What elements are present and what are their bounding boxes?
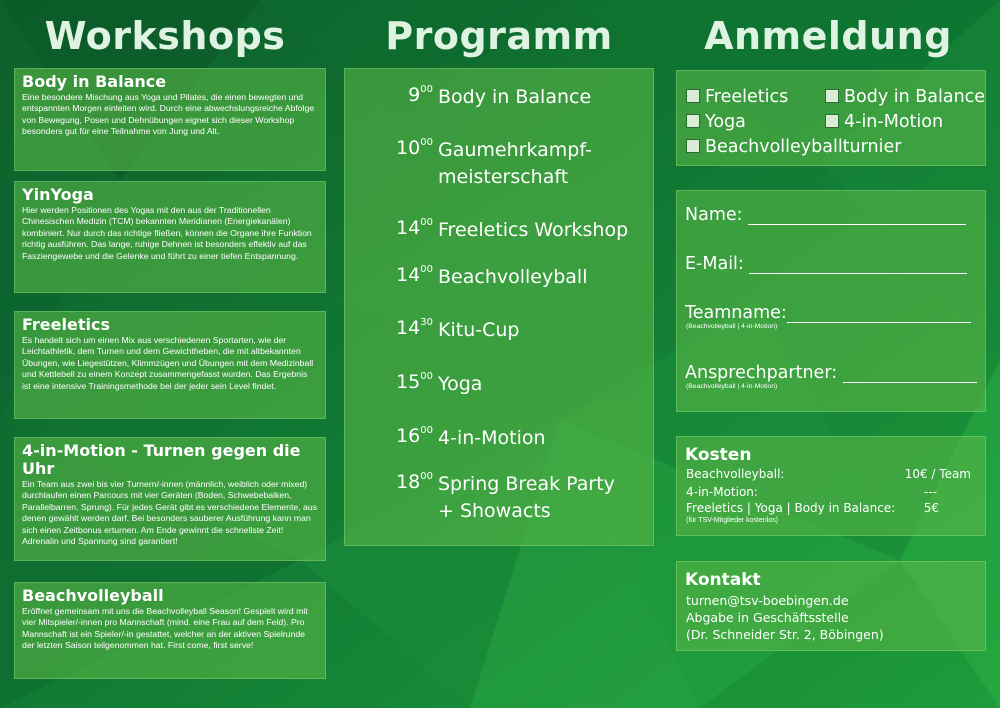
program-label: Kitu-Cup <box>438 319 520 341</box>
program-time: $18^{00}$ <box>396 470 433 493</box>
checkbox-square[interactable] <box>686 139 700 153</box>
kosten-panel <box>676 436 986 536</box>
workshop-description: Eröffnet gemeinsam mit uns die Beachvolleyball Season! Gespielt wird mit vier Mitspieler/-innen pro Mannschaft (mind. eine Frau auf dem Feld). Pro Mannschaft ist ein Spieler/-in gestattet, welcher an der aktiven Spielrunde der letzten Saison teilgenommen hat. First come, first serve! <box>22 606 308 651</box>
ansprechpartner-input-line[interactable] <box>843 365 977 383</box>
kontakt-title: Kontakt <box>685 570 761 590</box>
kontakt-panel <box>676 561 986 651</box>
checkbox-square[interactable] <box>825 114 839 128</box>
anmeldung-checkbox-panel <box>676 70 986 166</box>
checkbox-square[interactable] <box>825 89 839 103</box>
kosten-value: 5€ <box>923 501 939 515</box>
checkbox-4-in-motion[interactable]: 4-in-Motion <box>825 112 943 132</box>
program-label: Beachvolleyball <box>438 266 588 288</box>
program-time: $9^{00}$ <box>408 83 433 106</box>
checkbox-square[interactable] <box>686 89 700 103</box>
program-time: $14^{00}$ <box>396 216 433 239</box>
email-field[interactable]: E-Mail: <box>685 254 967 274</box>
kontakt-line: Abgabe in Geschäftsstelle <box>686 610 849 625</box>
kosten-label: Beachvolleyball: <box>686 467 785 481</box>
teamname-hint: (Beachvolleyball | 4-in-Motion) <box>686 323 778 330</box>
name-input-line[interactable] <box>748 207 966 225</box>
kosten-value: 10€ / Team <box>904 467 971 481</box>
workshops-title: Workshops <box>44 14 286 58</box>
workshop-title: Beachvolleyball <box>22 586 164 605</box>
program-time: $10^{00}$ <box>396 136 433 159</box>
program-label: Freeletics Workshop <box>438 219 629 241</box>
workshop-card-body-in-balance <box>14 68 326 171</box>
workshop-description: Es handelt sich um einen Mix aus verschiedenen Sportarten, wie der Leichtathletik, dem Turnen und dem Gewichtheben, die mit altbekannten Übungen, wie Liegestützen, Klimmzügen und Übungen mit dem Medizinball und Kettlebell zu einem Konzept zusammengefasst wurden. Das Ergebnis ist eine intensive Trainingsmethode bei der jeder sein Level findet. <box>22 335 314 391</box>
kosten-label: 4-in-Motion: <box>686 485 758 499</box>
email-input-line[interactable] <box>749 256 967 274</box>
kontakt-line: (Dr. Schneider Str. 2, Böbingen) <box>686 627 884 642</box>
name-field[interactable]: Name: <box>685 205 966 225</box>
program-time: $16^{00}$ <box>396 424 433 447</box>
program-time: $14^{30}$ <box>396 316 433 339</box>
kosten-title: Kosten <box>685 445 752 465</box>
workshop-title: 4-in-Motion - Turnen gegen die Uhr <box>22 441 301 478</box>
workshop-description: Hier werden Positionen des Yogas mit den aus der Traditionellen Chinesischen Medizin (TCM) bekannten Meridianen (Energiekanälen) kombiniert. Nur durch das richtige fließen, können die Organe ihre Funktion richtig ausführen. Das lange, ruhige Dehnen ist besonders effektiv auf das Fasziengewebe und die Gelenke und führt zu einer tiefen Entspannung. <box>22 205 312 261</box>
programm-title: Programm <box>385 14 613 58</box>
kosten-value: --- <box>924 485 937 499</box>
workshop-card-4-in-motion <box>14 437 326 561</box>
workshop-description: Ein Team aus zwei bis vier Turnern/-innen (männlich, weiblich oder mixed) durchlaufen einen Parcours mit vier Geräten (Boden, Schwebebalken, Parallelbarren, Sprung). Für jedes Gerät gibt es verschiedene Elemente, aus denen gewählt werden darf. Bei besonders sauberer Ausführung kann man sich einen Zeitbonus erturnen. Am Ende gewinnt die schnellste Zeit! Adrenalin und Spannung sind garantiert! <box>22 479 318 547</box>
checkbox-yoga[interactable]: Yoga <box>686 112 746 132</box>
program-time: $14^{00}$ <box>396 263 433 286</box>
workshop-title: Freeletics <box>22 315 110 334</box>
workshop-card-yinyoga <box>14 181 326 293</box>
teamname-field[interactable]: Teamname: <box>685 303 971 323</box>
program-label: Body in Balance <box>438 86 592 108</box>
checkbox-body-in-balance[interactable]: Body in Balance <box>825 87 985 107</box>
workshop-title: YinYoga <box>22 185 94 204</box>
checkbox-freeletics[interactable]: Freeletics <box>686 87 788 107</box>
ansprechpartner-hint: (Beachvolleyball | 4-in-Motion) <box>686 383 778 390</box>
programm-panel <box>344 68 654 546</box>
kontakt-email[interactable]: turnen@tsv-boebingen.de <box>686 593 849 608</box>
program-label: 4-in-Motion <box>438 427 546 449</box>
ansprechpartner-field[interactable]: Ansprechpartner: <box>685 363 977 383</box>
program-label: Gaumehrkampf-meisterschaft <box>438 139 592 188</box>
program-time: $15^{00}$ <box>396 370 433 393</box>
anmeldung-title: Anmeldung <box>704 14 952 58</box>
workshop-description: Eine besondere Mischung aus Yoga und Pilates, die einen bewegten und entspannten Morgen einleiten wird. Durch eine abwechslungsreiche Abfolge von Bewegung, Posen und Dehnübungen eignet sich dieser Workshop besonders gut für eine Teilnahme von Jung und Alt. <box>22 92 315 137</box>
teamname-input-line[interactable] <box>787 305 971 323</box>
anmeldung-form-panel <box>676 190 986 412</box>
checkbox-square[interactable] <box>686 114 700 128</box>
workshop-card-freeletics <box>14 311 326 419</box>
workshop-card-beachvolleyball <box>14 582 326 679</box>
kosten-label: Freeletics | Yoga | Body in Balance: <box>686 501 896 515</box>
workshop-title: Body in Balance <box>22 72 167 91</box>
kosten-note: (für TSV-Mitglieder kostenlos) <box>686 517 779 524</box>
program-label: Yoga <box>438 373 483 395</box>
program-label: Spring Break Party + Showacts <box>438 473 615 522</box>
checkbox-beachvolleyballturnier[interactable]: Beachvolleyballturnier <box>686 137 901 157</box>
